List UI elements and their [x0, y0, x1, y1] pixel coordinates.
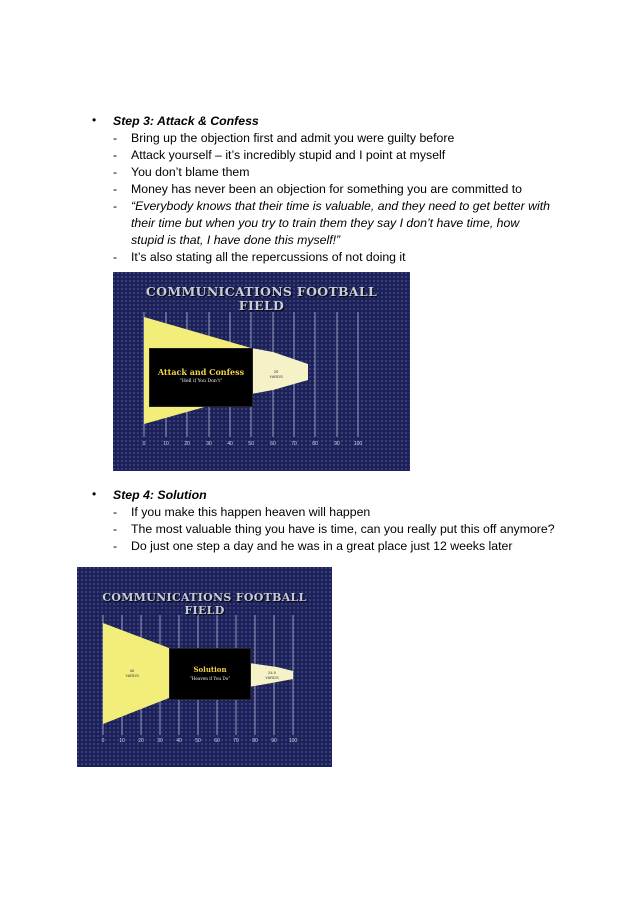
- box-subtitle: “Heaven if You Do”: [189, 676, 231, 681]
- slide-title-line2: FIELD: [184, 604, 225, 617]
- tick-label: 60: [270, 441, 276, 447]
- left-yard-label: 40 YARDS: [125, 668, 139, 678]
- slide-title-line1: COMMUNICATIONS FOOTBALL: [102, 591, 307, 604]
- tick-label: 20: [184, 441, 190, 447]
- slide-attack-and-confess: [113, 272, 410, 471]
- bullet-icon: •: [92, 487, 97, 501]
- tick-label: 10: [163, 441, 169, 447]
- tick-label: 100: [288, 738, 298, 744]
- center-box: [149, 348, 253, 407]
- tick-label: 50: [195, 738, 201, 744]
- tick-label: 80: [312, 441, 318, 447]
- tick-label: 20: [138, 738, 144, 744]
- center-box: [169, 648, 251, 700]
- bullet-icon: •: [92, 113, 97, 127]
- tick-label: 100: [353, 441, 363, 447]
- quote-line: stupid is that, I have done this myself!”: [131, 233, 341, 247]
- tick-label: 0: [142, 441, 146, 447]
- slide-solution: [77, 567, 332, 767]
- quote-line: “Everybody knows that their time is valuable, and they need to get better with: [131, 199, 551, 213]
- box-title: Solution: [193, 665, 227, 674]
- tick-label: 60: [214, 738, 220, 744]
- slide-title-line1: COMMUNICATIONS FOOTBALL: [145, 284, 378, 299]
- tick-label: 40: [176, 738, 182, 744]
- tick-label: 30: [157, 738, 163, 744]
- box-subtitle: “Hell if You Don’t”: [179, 379, 223, 384]
- step4-heading: Step 4: Solution: [113, 488, 207, 502]
- slide-title-line2: FIELD: [238, 298, 285, 313]
- tick-label: 70: [233, 738, 239, 744]
- quote-line: their time but when you try to train them they say I don’t have time, how: [131, 216, 520, 230]
- tick-label: 80: [252, 738, 258, 744]
- tick-label: 50: [248, 441, 254, 447]
- box-title: Attack and Confess: [157, 367, 245, 377]
- tick-label: 40: [227, 441, 233, 447]
- tick-label: 90: [271, 738, 277, 744]
- tick-label: 30: [206, 441, 212, 447]
- right-yard-label: 24.9 YARDS: [265, 670, 279, 680]
- tick-label: 90: [334, 441, 340, 447]
- step3-heading: Step 3: Attack & Confess: [113, 114, 259, 128]
- tick-label: 0: [101, 738, 105, 744]
- tick-label: 10: [119, 738, 125, 744]
- tick-label: 70: [291, 441, 297, 447]
- yard-label: 25 YARDS: [269, 369, 283, 379]
